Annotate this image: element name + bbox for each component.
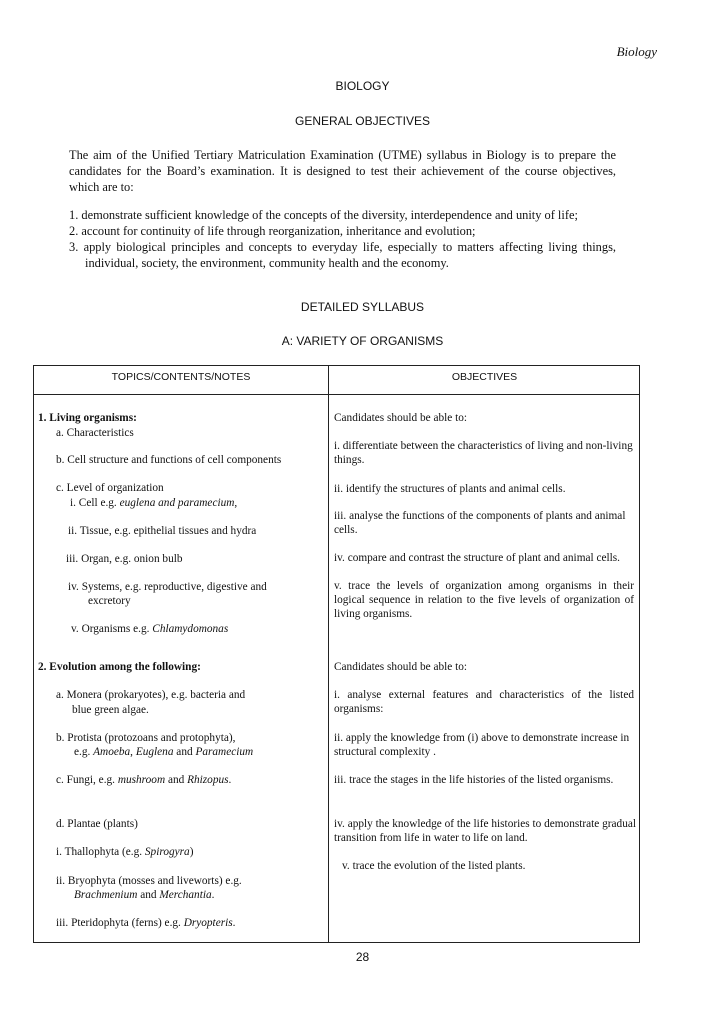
topic-1-b: b. Cell structure and functions of cell components [56,454,282,466]
syllabus-heading: DETAILED SYLLABUS [300,300,425,314]
objective-item: 1. demonstrate sufficient knowledge of the concepts of the diversity, interdependence and unity of life; [69,208,578,222]
intro-paragraph: The aim of the Unified Tertiary Matriculation Examination (UTME) syllabus in Biology is to prepare the candidates for the Board’s examination. It is designed to test their achievement of the course objectives, which are to: [69,148,616,194]
topic-1-c-ii: ii. Tissue, e.g. epithelial tissues and hydra [68,525,257,537]
topic-1-c-iv: iv. Systems, e.g. reproductive, digestive and [68,581,267,593]
document-subtitle: GENERAL OBJECTIVES [295,114,430,128]
page-number: 28 [355,950,370,964]
topic-1-c: c. Level of organization [56,482,164,494]
objective-2-iv: iv. apply the knowledge of the life histories to demonstrate gradual transition from life in water to life on land. [334,818,637,844]
topic-2-a-cont: blue green algae. [72,704,149,716]
topic-2-b: b. Protista (protozoans and protophyta), [56,732,236,744]
objective-1-ii: ii. identify the structures of plants and animal cells. [334,483,566,495]
objective-2-ii: ii. apply the knowledge from (i) above to demonstrate increase in structural complexity . [334,732,630,758]
topic-2-d-ii: ii. Bryophyta (mosses and liveworts) e.g. [56,875,242,887]
topic-2-d-i: i. Thallophyta (e.g. Spirogyra) [56,846,194,858]
topic-1-c-iii: iii. Organ, e.g. onion bulb [66,553,183,565]
document-title: BIOLOGY [335,79,390,93]
objective-item: 3. apply biological principles and concepts to everyday life, especially to matters affecting living things, individual, society, the environment, community health and the economy. [69,240,616,270]
topic-2-c: c. Fungi, e.g. mushroom and Rhizopus. [56,774,232,786]
topic-1-title: 1. Living organisms: [38,412,137,424]
topic-1-c-iv-cont: excretory [88,595,131,607]
objective-1-v: v. trace the levels of organization among organisms in their logical sequence in relation to the five levels of organization of living organisms. [334,580,634,620]
column-header-topics: TOPICS/CONTENTS/NOTES [111,371,251,383]
general-objectives-list [69,207,616,271]
topic-2-d-ii-cont: Brachmenium and Merchantia. [74,889,215,901]
header-rule [34,394,639,395]
objective-2-v: v. trace the evolution of the listed plants. [342,860,526,872]
objectives-2-intro: Candidates should be able to: [334,661,468,673]
objective-2-iii: iii. trace the stages in the life histories of the listed organisms. [334,774,614,786]
column-header-objectives: OBJECTIVES [451,371,518,383]
topic-2-d-iii: iii. Pteridophyta (ferns) e.g. Dryopteris. [56,917,236,929]
objective-1-iv: iv. compare and contrast the structure of plant and animal cells. [334,552,620,564]
section-heading: A: VARIETY OF ORGANISMS [281,334,444,348]
topic-1-c-v: v. Organisms e.g. Chlamydomonas [71,623,229,635]
objective-1-i: i. differentiate between the characteristics of living and non-living things. [334,440,633,466]
topic-1-c-i: i. Cell e.g. euglena and paramecium, [70,497,238,509]
topic-1-a: a. Characteristics [56,427,134,439]
objective-1-iii: iii. analyse the functions of the components of plants and animal cells. [334,510,626,536]
running-header: Biology [616,44,657,59]
syllabus-table [33,365,640,943]
objectives-1-intro: Candidates should be able to: [334,412,468,424]
objective-2-i: i. analyse external features and characteristics of the listed organisms: [334,689,634,715]
column-divider [328,366,329,942]
topic-2-a: a. Monera (prokaryotes), e.g. bacteria and [56,689,246,701]
topic-2-d: d. Plantae (plants) [56,818,138,830]
topic-2-title: 2. Evolution among the following: [38,661,201,673]
objective-item: 2. account for continuity of life through reorganization, inheritance and evolution; [69,224,476,238]
topic-2-b-cont: e.g. Amoeba, Euglena and Paramecium [74,746,254,758]
